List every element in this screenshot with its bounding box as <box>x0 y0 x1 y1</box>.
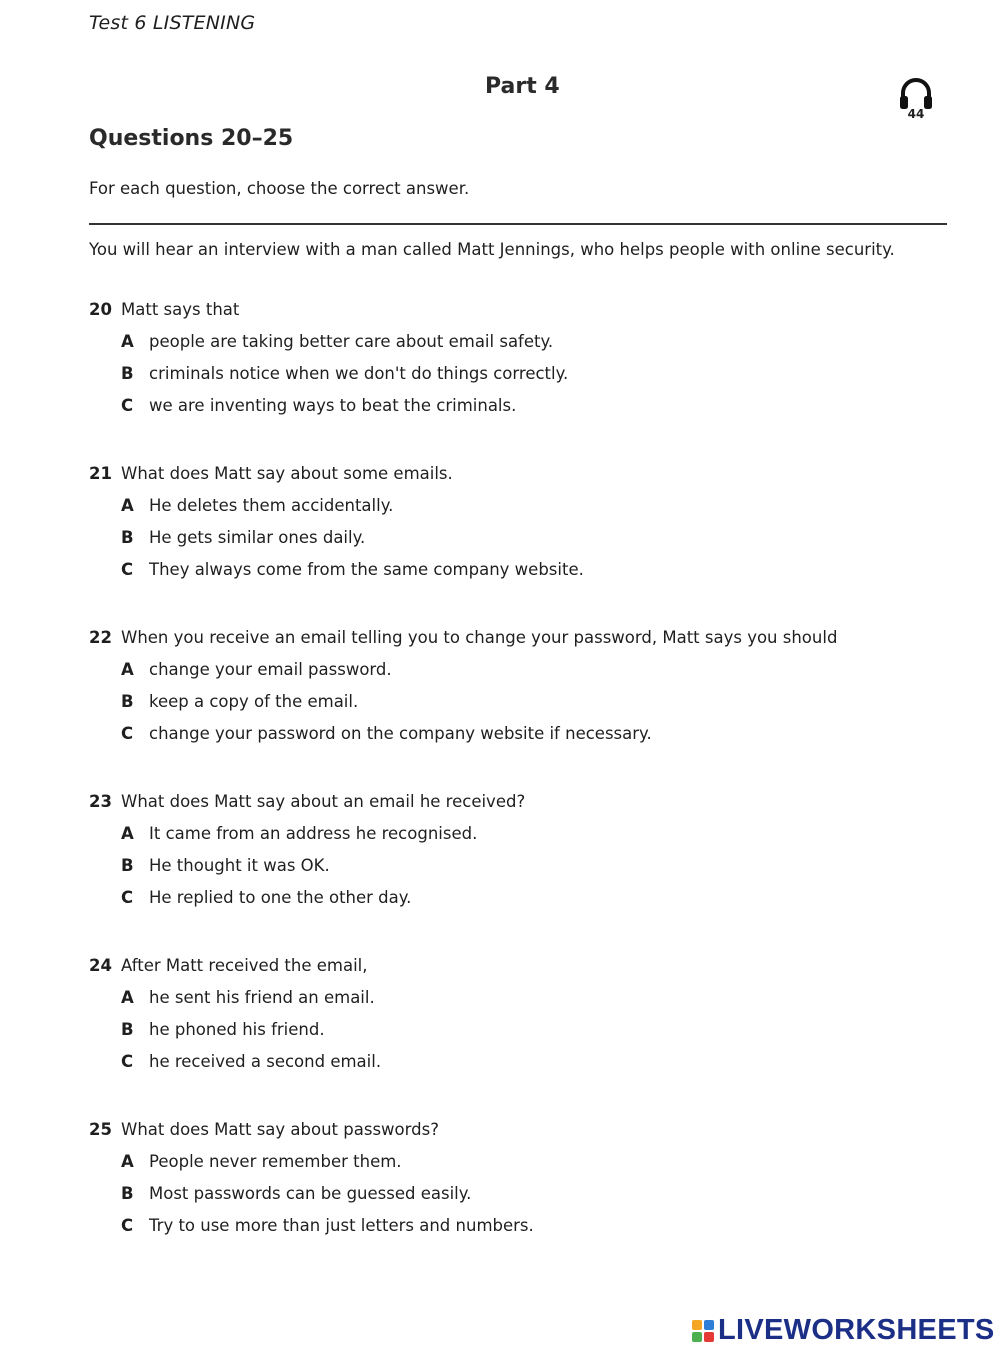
answer-option-b[interactable] <box>89 1178 949 1210</box>
option-text: he phoned his friend. <box>149 1020 325 1039</box>
answer-option-c[interactable] <box>89 554 949 586</box>
option-letter: C <box>121 1052 134 1071</box>
answer-option-b[interactable] <box>89 1014 949 1046</box>
question-stem <box>89 786 949 818</box>
answer-option-a[interactable] <box>89 326 949 358</box>
answer-option-c[interactable] <box>89 390 949 422</box>
part-title: Part 4 <box>485 74 560 99</box>
option-letter: B <box>121 856 134 875</box>
question-number: 23 <box>89 792 112 811</box>
answer-option-b[interactable] <box>89 522 949 554</box>
option-letter: A <box>121 660 134 679</box>
question-text: Matt says that <box>121 300 240 319</box>
question-stem <box>89 458 949 490</box>
answer-option-a[interactable] <box>89 490 949 522</box>
headphones-icon <box>898 76 934 110</box>
answer-option-b[interactable] <box>89 686 949 718</box>
answer-option-a[interactable] <box>89 982 949 1014</box>
logo-square-1 <box>692 1320 702 1330</box>
question-number: 20 <box>89 300 112 319</box>
answer-option-a[interactable] <box>89 818 949 850</box>
option-text: keep a copy of the email. <box>149 692 359 711</box>
divider <box>89 223 947 225</box>
intro-text: You will hear an interview with a man called Matt Jennings, who helps people with online security. <box>89 240 895 259</box>
question-stem <box>89 1114 949 1146</box>
option-letter: A <box>121 824 134 843</box>
answer-option-c[interactable] <box>89 882 949 914</box>
question-22 <box>89 622 949 750</box>
option-letter: B <box>121 528 134 547</box>
question-stem <box>89 950 949 982</box>
instruction-text: For each question, choose the correct answer. <box>89 179 470 198</box>
option-text: Try to use more than just letters and numbers. <box>149 1216 534 1235</box>
question-23 <box>89 786 949 914</box>
page-header: Test 6 LISTENING <box>89 12 256 34</box>
audio-track-number: 44 <box>907 107 925 121</box>
option-text: criminals notice when we don't do things correctly. <box>149 364 569 383</box>
option-letter: C <box>121 560 134 579</box>
option-text: change your password on the company website if necessary. <box>149 724 652 743</box>
question-number: 25 <box>89 1120 112 1139</box>
option-text: Most passwords can be guessed easily. <box>149 1184 472 1203</box>
question-24 <box>89 950 949 1078</box>
option-letter: B <box>121 1184 134 1203</box>
answer-option-c[interactable] <box>89 1046 949 1078</box>
option-letter: B <box>121 692 134 711</box>
question-21 <box>89 458 949 586</box>
question-text: What does Matt say about some emails. <box>121 464 453 483</box>
question-25 <box>89 1114 949 1242</box>
answer-option-c[interactable] <box>89 718 949 750</box>
questions-heading: Questions 20–25 <box>89 126 294 151</box>
option-text: change your email password. <box>149 660 392 679</box>
option-letter: A <box>121 988 134 1007</box>
question-text: What does Matt say about an email he received? <box>121 792 526 811</box>
option-text: People never remember them. <box>149 1152 402 1171</box>
logo-square-4 <box>704 1332 714 1342</box>
option-text: we are inventing ways to beat the criminals. <box>149 396 517 415</box>
option-letter: A <box>121 1152 134 1171</box>
question-list <box>89 294 949 1278</box>
audio-track-badge <box>896 76 936 121</box>
logo-mark-icon <box>692 1320 714 1342</box>
option-text: They always come from the same company website. <box>149 560 584 579</box>
logo-text: LIVEWORKSHEETS <box>718 1314 995 1346</box>
option-letter: C <box>121 1216 134 1235</box>
question-number: 24 <box>89 956 112 975</box>
option-letter: C <box>121 888 134 907</box>
answer-option-c[interactable] <box>89 1210 949 1242</box>
question-number: 22 <box>89 628 112 647</box>
option-text: he sent his friend an email. <box>149 988 375 1007</box>
question-text: What does Matt say about passwords? <box>121 1120 439 1139</box>
option-text: He gets similar ones daily. <box>149 528 366 547</box>
option-letter: A <box>121 332 134 351</box>
answer-option-b[interactable] <box>89 850 949 882</box>
answer-option-a[interactable] <box>89 1146 949 1178</box>
question-number: 21 <box>89 464 112 483</box>
question-text: When you receive an email telling you to change your password, Matt says you should <box>121 628 838 647</box>
answer-option-a[interactable] <box>89 654 949 686</box>
logo-square-3 <box>692 1332 702 1342</box>
option-letter: C <box>121 396 134 415</box>
question-text: After Matt received the email, <box>121 956 368 975</box>
answer-option-b[interactable] <box>89 358 949 390</box>
question-stem <box>89 622 949 654</box>
option-letter: B <box>121 364 134 383</box>
option-text: He deletes them accidentally. <box>149 496 394 515</box>
option-text: He thought it was OK. <box>149 856 330 875</box>
question-stem <box>89 294 949 326</box>
option-text: people are taking better care about email safety. <box>149 332 554 351</box>
option-text: He replied to one the other day. <box>149 888 412 907</box>
option-letter: B <box>121 1020 134 1039</box>
option-text: It came from an address he recognised. <box>149 824 478 843</box>
option-text: he received a second email. <box>149 1052 382 1071</box>
logo-square-2 <box>704 1320 714 1330</box>
option-letter: C <box>121 724 134 743</box>
question-20 <box>89 294 949 422</box>
liveworksheets-logo <box>692 1314 995 1347</box>
option-letter: A <box>121 496 134 515</box>
